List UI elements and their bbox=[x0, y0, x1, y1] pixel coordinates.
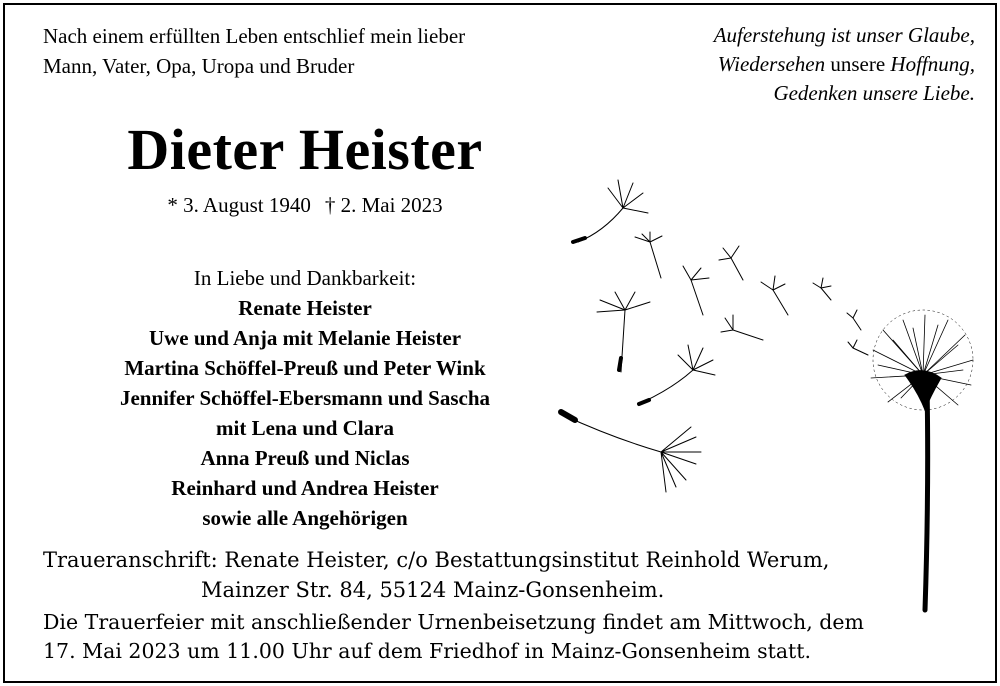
mourner-line: Renate Heister bbox=[238, 296, 372, 320]
service-line-1: Die Trauerfeier mit anschließender Urnenbeisetzung findet am Mittwoch, dem bbox=[43, 610, 864, 634]
motto-word-hoffnung: Hoffnung, bbox=[890, 52, 975, 76]
birth-date: * 3. August 1940 bbox=[167, 193, 311, 217]
intro-text bbox=[43, 21, 465, 81]
deceased-name: Dieter Heister bbox=[127, 117, 483, 182]
address-line-1: Traueranschrift: Renate Heister, c/o Bestattungsinstitut Reinhold Werum, bbox=[43, 548, 830, 572]
mourner-line: mit Lena und Clara bbox=[216, 416, 394, 440]
intro-line-1: Nach einem erfüllten Leben entschlief mein lieber bbox=[43, 24, 466, 48]
motto-line-1: Auferstehung ist unser Glaube, bbox=[713, 23, 975, 47]
mourners-heading: In Liebe und Dankbarkeit: bbox=[193, 266, 417, 290]
mourner-line: Martina Schöffel-Preuß und Peter Wink bbox=[124, 356, 486, 380]
motto-line-2 bbox=[714, 50, 975, 79]
mourner-line: Reinhard und Andrea Heister bbox=[171, 476, 439, 500]
motto-word-wiedersehen: Wiedersehen bbox=[717, 52, 826, 76]
death-date: † 2. Mai 2023 bbox=[324, 193, 443, 217]
motto-verse bbox=[714, 21, 975, 108]
service-line-2: 17. Mai 2023 um 11.00 Uhr auf dem Friedhof in Mainz-Gonsenheim statt. bbox=[43, 639, 812, 663]
obituary-notice bbox=[3, 3, 997, 683]
intro-line-2: Mann, Vater, Opa, Uropa und Bruder bbox=[43, 54, 355, 78]
life-dates bbox=[5, 191, 605, 219]
motto-word-unsere: unsere bbox=[825, 52, 891, 76]
mourner-line: Jennifer Schöffel-Ebersmann und Sascha bbox=[119, 386, 491, 410]
motto-line-3: Gedenken unsere Liebe. bbox=[773, 81, 975, 105]
address-line-2: Mainzer Str. 84, 55124 Mainz-Gonsenheim. bbox=[201, 578, 665, 602]
mourner-line: Uwe und Anja mit Melanie Heister bbox=[148, 326, 462, 350]
dandelion-icon bbox=[553, 170, 983, 620]
dandelion-seeds bbox=[561, 180, 868, 492]
mourner-line: sowie alle Angehörigen bbox=[202, 506, 408, 530]
mourners-list bbox=[5, 293, 605, 533]
mourner-line: Anna Preuß und Niclas bbox=[200, 446, 410, 470]
